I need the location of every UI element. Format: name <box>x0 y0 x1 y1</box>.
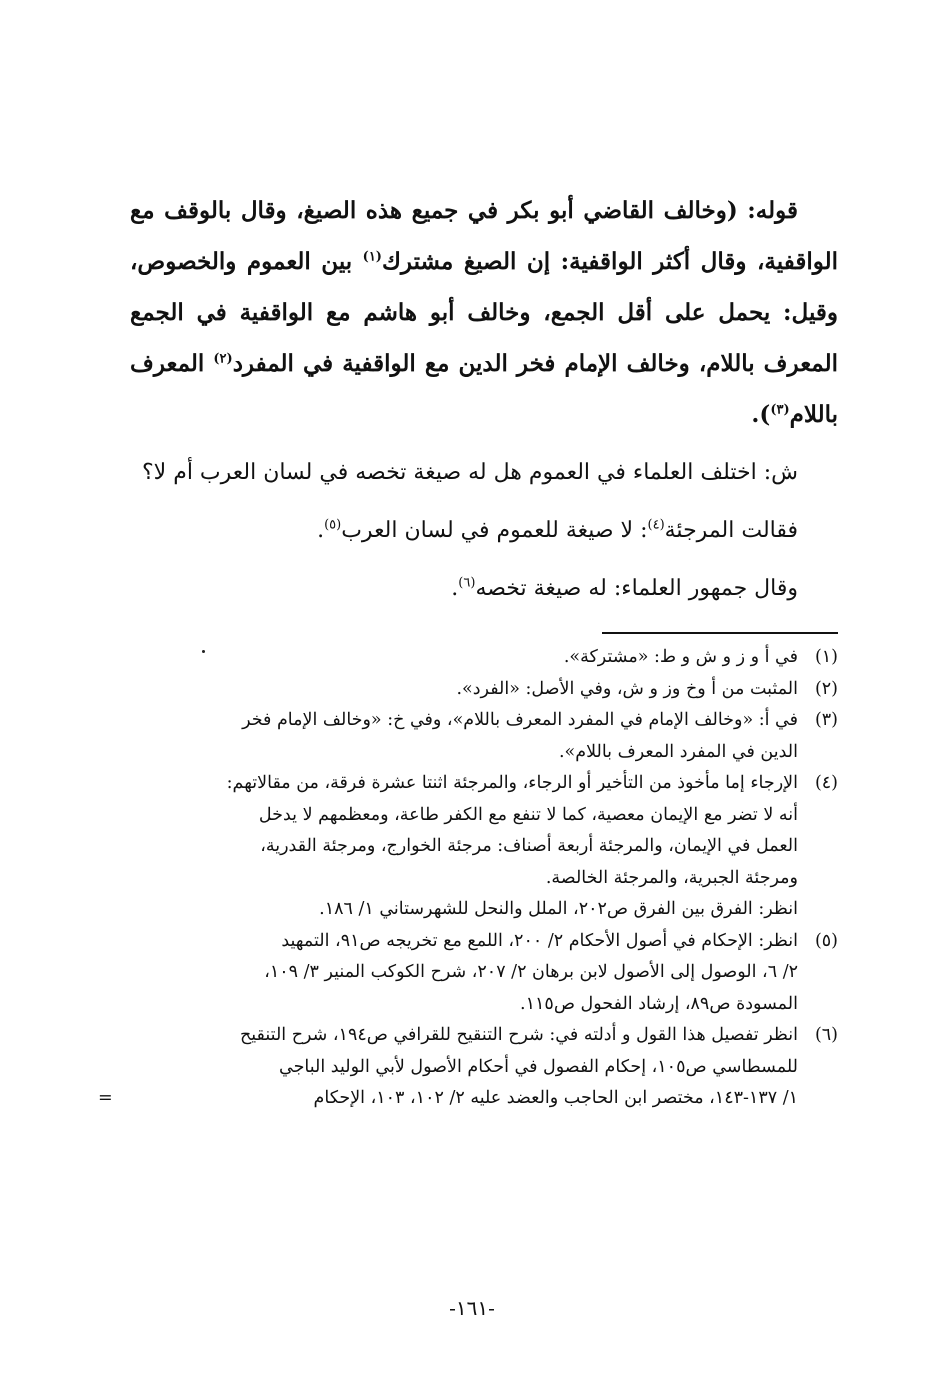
footnote-4 <box>130 768 838 926</box>
page-body <box>98 185 838 1115</box>
footnote-number: (٤) <box>814 773 838 793</box>
footnote-ref-1[interactable]: (١) <box>362 249 382 265</box>
footnote-number: (٥) <box>814 930 838 951</box>
footnote-ref-5[interactable]: (٥) <box>324 517 342 533</box>
footnote-line: أنه لا تضر مع الإيمان معصية، كما لا تنفع مع الكفر طاعة، ومعظمهم لا يدخل <box>258 804 798 825</box>
footnote-line: الدين في المفرد المعرف باللام». <box>558 741 798 762</box>
sharh-p2-part-3: . <box>317 518 325 543</box>
matn-paragraph <box>130 185 838 440</box>
matn-part-3: المعرف باللام <box>130 350 838 428</box>
footnote-line: انظر: الإحكام في أصول الأحكام ٢/ ٢٠٠، اللمع مع تخريجه ص٩١، التمهيد <box>281 930 798 951</box>
footnote-line: الإرجاء إما مأخوذ من التأخير أو الرجاء، والمرجئة اثنتا عشرة فرقة، من مقالاتهم: <box>226 773 798 793</box>
footnotes <box>98 642 838 1115</box>
footnote-number: (١) <box>814 647 838 667</box>
matn-part-2: بين العموم والخصوص، وقيل: يحمل على أقل الجمع، وخالف أبو هاشم مع الواقفية في الجمع المعرف باللام، وخالف الإمام فخر الدين مع الواقفية في المفرد <box>130 248 838 377</box>
footnote-6 <box>98 1020 838 1115</box>
matn-part-4: ). <box>751 401 771 428</box>
footnote-line: ومرجئة الجبرية، والمرجئة الخالصة. <box>545 867 798 888</box>
footnote-line: المثبت من أ وخ وز و ش، وفي الأصل: «الفرد». <box>456 678 798 699</box>
footnote-2 <box>130 674 838 706</box>
footnote-ref-3[interactable]: (٣) <box>770 402 790 418</box>
footnote-ref-4[interactable]: (٤) <box>647 517 665 533</box>
footnote-line: ١/ ١٣٧-١٤٣، مختصر ابن الحاجب والعضد عليه ٢/ ١٠٢، ١٠٣، الإحكام <box>313 1088 798 1108</box>
matn-part-1: قوله: (وخالف القاضي أبو بكر في جميع هذه الصيغ، وقال بالوقف مع الواقفية، وقال أكثر الواقفية: إن الصيغ مشترك <box>130 197 838 275</box>
matn-text <box>130 185 838 440</box>
sharh-text <box>130 448 838 614</box>
footnote-5 <box>130 926 838 1021</box>
footnote-line: في أ و ز و ش و ط: «مشتركة». <box>563 647 798 667</box>
footnote-line: المسودة ص٨٩، إرشاد الفحول ص١١٥. <box>520 993 798 1014</box>
footnote-divider <box>602 632 838 634</box>
ink-speck <box>202 650 205 653</box>
footnote-1 <box>130 642 838 674</box>
sharh-p3-part-1: وقال جمهور العلماء: له صيغة تخصه <box>475 576 798 601</box>
footnote-line: للمسطاسي ص١٠٥، إحكام الفصول في أحكام الأصول لأبي الوليد الباجي <box>279 1056 798 1077</box>
sharh-p2-part-1: فقالت المرجئة <box>664 518 798 543</box>
footnote-line: انظر: الفرق بين الفرق ص٢٠٢، الملل والنحل للشهرستاني ١/ ١٨٦. <box>319 899 798 919</box>
footnote-ref-2[interactable]: (٢) <box>213 351 233 367</box>
footnote-line: انظر تفصيل هذا القول و أدلته في: شرح التنقيح للقرافي ص١٩٤، شرح التنقيح <box>239 1025 798 1045</box>
page-number: -١٦١- <box>449 1296 495 1320</box>
footnote-ref-6[interactable]: (٦) <box>458 575 476 591</box>
footnote-line: ٢/ ٦، الوصول إلى الأصول لابن برهان ٢/ ٢٠٧، شرح الكوكب المنير ٣/ ١٠٩، <box>264 962 798 982</box>
footnote-number: (٣) <box>814 710 838 730</box>
footnote-line: العمل في الإيمان، والمرجئة أربعة أصناف: مرجئة الخوارج، ومرجئة القدرية، <box>260 836 798 856</box>
sharh-paragraph-1: ش: اختلف العلماء في العموم هل له صيغة تخصه في لسان العرب أم لا؟ <box>141 460 798 485</box>
footnote-number: (٢) <box>814 678 838 699</box>
continuation-mark: = <box>98 1088 113 1108</box>
sharh-p2-part-2: : لا صيغة للعموم في لسان العرب <box>341 518 648 543</box>
footnote-number: (٦) <box>814 1025 838 1045</box>
footnote-line-last <box>98 1083 798 1115</box>
sharh-paragraph-3 <box>130 564 838 614</box>
footnote-line: في أ: «وخالف الإمام في المفرد المعرف باللام»، وفي خ: «وخالف الإمام فخر <box>242 710 798 730</box>
sharh-p3-part-2: . <box>451 576 459 601</box>
sharh-paragraph-2 <box>130 506 838 556</box>
footnote-3 <box>130 705 838 768</box>
